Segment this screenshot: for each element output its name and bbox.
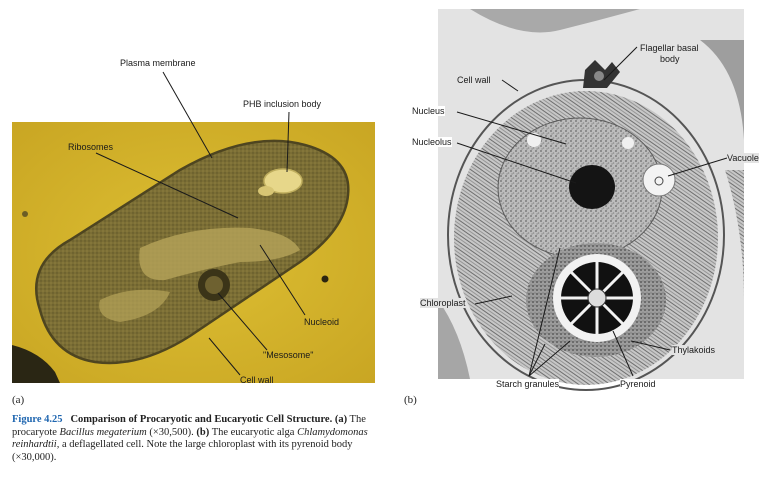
label-cell-wall-a: Cell wall xyxy=(240,375,274,385)
panel-a-label: (a) xyxy=(12,394,25,406)
label-cell-wall-b: Cell wall xyxy=(457,75,491,85)
label-nucleolus: Nucleolus xyxy=(412,137,452,147)
label-phb-inclusion-body: PHB inclusion body xyxy=(243,99,322,109)
part-b-text-1: The eucaryotic alga xyxy=(211,426,295,438)
nucleolus xyxy=(569,165,615,209)
label-mesosome: "Mesosome" xyxy=(263,350,314,360)
small-vacuole-2 xyxy=(622,137,634,149)
label-plasma-membrane: Plasma membrane xyxy=(120,58,196,68)
label-pyrenoid: Pyrenoid xyxy=(620,379,656,389)
pyrenoid-center xyxy=(588,289,606,307)
label-starch-granules: Starch granules xyxy=(496,379,560,389)
label-nucleoid: Nucleoid xyxy=(304,317,340,327)
label-vacuole: Vacuole xyxy=(727,153,759,163)
part-a-label: (a) xyxy=(334,414,348,425)
figure-title: Comparison of Procaryotic and Eucaryotic Cell Structure. xyxy=(70,414,333,425)
panel-b-label: (b) xyxy=(404,394,417,406)
part-b-text-2: a deflagellated cell. Note the large chloroplast with its pyrenoid body (×30,000). xyxy=(12,439,353,463)
label-flagellar-basal-body-line2: body xyxy=(660,54,680,64)
part-a-text-2: (×30,500). xyxy=(149,426,194,438)
part-a-species: Bacillus megaterium xyxy=(59,426,147,438)
flagellar-basal-detail xyxy=(594,71,604,81)
figure-number: Figure 4.25 xyxy=(12,414,63,425)
label-chloroplast: Chloroplast xyxy=(420,298,466,308)
part-b-label: (b) xyxy=(196,426,210,438)
label-flagellar-basal-body-line1: Flagellar basal xyxy=(640,43,699,53)
vacuole xyxy=(643,164,675,196)
label-ribosomes: Ribosomes xyxy=(68,142,114,152)
part-b-species: Chlamydomonas reinhardtii, xyxy=(12,426,368,450)
figure-caption xyxy=(12,414,380,464)
label-nucleus: Nucleus xyxy=(412,106,445,116)
label-thylakoids: Thylakoids xyxy=(672,345,716,355)
part-a-text-1: The procaryote xyxy=(12,414,366,438)
